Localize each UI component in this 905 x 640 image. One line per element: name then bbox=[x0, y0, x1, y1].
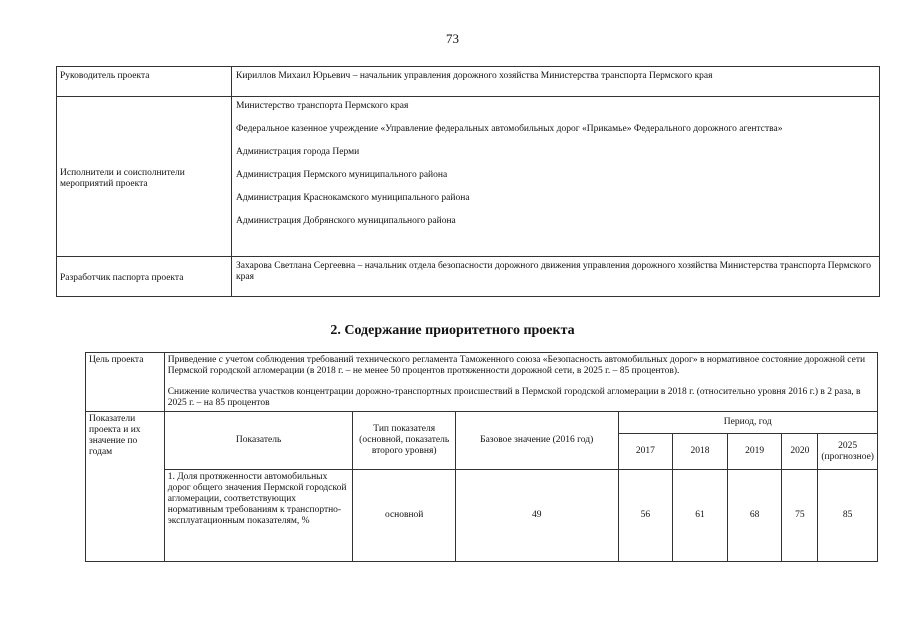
executor-item: Федеральное казенное учреждение «Управление федеральных автомобильных дорог «Прикамье» Федерального дорожного агентства» bbox=[236, 124, 783, 134]
header-year: 2017 bbox=[618, 434, 673, 470]
indicator-type: основной bbox=[353, 470, 455, 562]
table-row bbox=[86, 412, 878, 434]
header-year: 2020 bbox=[782, 434, 818, 470]
table-row bbox=[57, 257, 880, 297]
row-label: Руководитель проекта bbox=[57, 67, 232, 97]
table-row bbox=[86, 470, 878, 562]
page-number: 73 bbox=[446, 31, 459, 46]
project-passport-table bbox=[56, 66, 880, 297]
executor-item: Администрация Добрянского муниципального района bbox=[236, 216, 456, 226]
indicator-value: 75 bbox=[782, 470, 818, 562]
table-row bbox=[86, 353, 878, 412]
project-content-table bbox=[85, 352, 878, 562]
executor-item: Администрация Краснокамского муниципального района bbox=[236, 193, 470, 203]
row-label: Разработчик паспорта проекта bbox=[57, 257, 232, 297]
indicator-value: 56 bbox=[618, 470, 673, 562]
goal-text bbox=[164, 353, 877, 412]
header-year: 2025 (прогнозное) bbox=[818, 434, 878, 470]
executors-list bbox=[232, 97, 880, 257]
goal-paragraph: Приведение с учетом соблюдения требований технического регламента Таможенного союза «Безопасность автомобильных дорог» в нормативное состояние дорожной сети Пермской городской агломерации (в 2018 г. – не менее 50 процентов протяженности дорожной сети, в 2025 г. – 85 процентов). bbox=[167, 355, 866, 376]
indicator-base: 49 bbox=[455, 470, 618, 562]
goal-paragraph: Снижение количества участков концентрации дорожно-транспортных происшествий в Пермской городской агломерации в 2018 г. (относительно уровня 2016 г.) в 2 раза, в 2025 г. – на 85 процентов bbox=[167, 387, 861, 408]
table-row bbox=[57, 97, 880, 257]
project-manager-value: Кириллов Михаил Юрьевич – начальник управления дорожного хозяйства Министерства транспорта Пермского края bbox=[232, 67, 880, 97]
goal-label: Цель проекта bbox=[86, 353, 165, 412]
header-period: Период, год bbox=[618, 412, 877, 434]
indicator-value: 68 bbox=[727, 470, 782, 562]
executor-item: Администрация Пермского муниципального района bbox=[236, 170, 448, 180]
passport-developer-value: Захарова Светлана Сергеевна – начальник отдела безопасности дорожного движения управления дорожного хозяйства Министерства транспорта Пермского края bbox=[232, 257, 880, 297]
indicator-name: 1. Доля протяженности автомобильных дорог общего значения Пермской городской агломерации, соответствующих нормативным требованиям к транспортно-эксплуатационным показателям, % bbox=[164, 470, 353, 562]
header-year: 2018 bbox=[673, 434, 728, 470]
indicator-value: 85 bbox=[818, 470, 878, 562]
header-year: 2019 bbox=[727, 434, 782, 470]
table-row bbox=[57, 67, 880, 97]
executor-item: Министерство транспорта Пермского края bbox=[236, 101, 409, 111]
header-type: Тип показателя (основной, показатель второго уровня) bbox=[353, 412, 455, 470]
header-indicator: Показатель bbox=[164, 412, 353, 470]
indicator-value: 61 bbox=[673, 470, 728, 562]
indicators-label: Показатели проекта и их значение по годам bbox=[86, 412, 165, 562]
row-label: Исполнители и соисполнители мероприятий проекта bbox=[57, 97, 232, 257]
executor-item: Администрация города Перми bbox=[236, 147, 360, 157]
section-title: 2. Содержание приоритетного проекта bbox=[330, 323, 575, 338]
header-base: Базовое значение (2016 год) bbox=[455, 412, 618, 470]
